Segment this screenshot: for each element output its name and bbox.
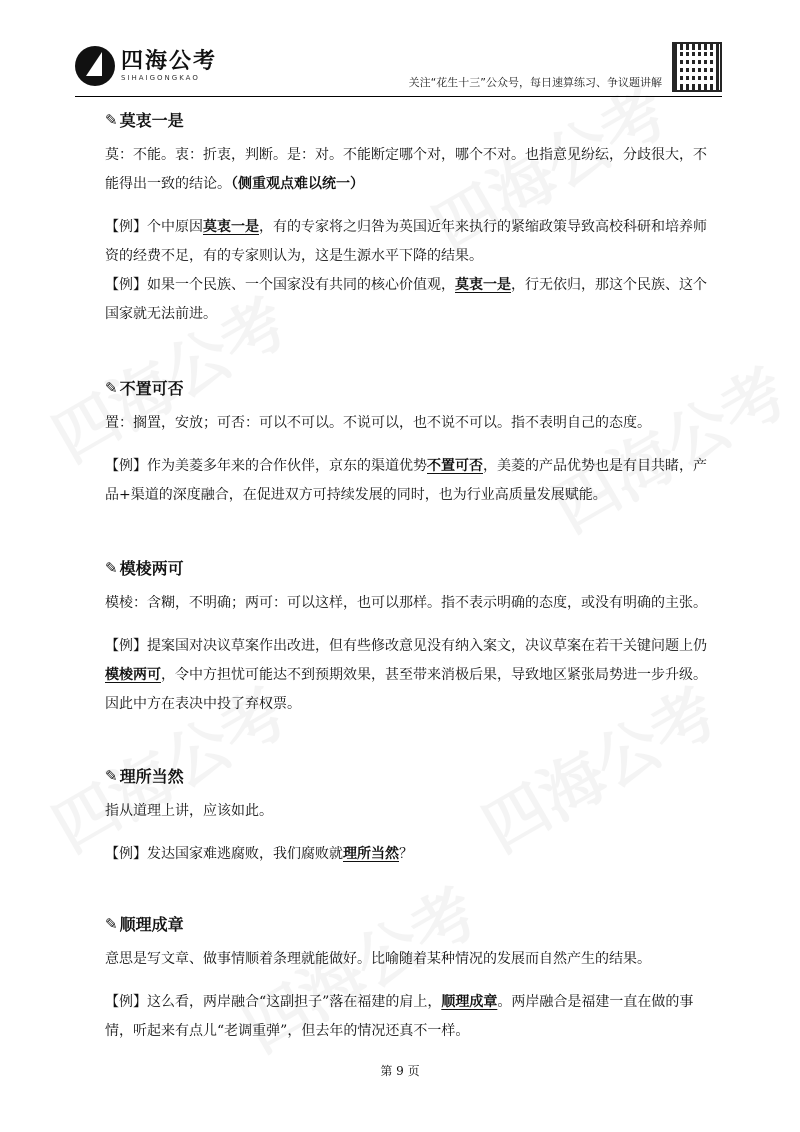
idiom-title: ✎ 理所当然	[105, 766, 184, 786]
pencil-icon: ✎	[105, 378, 118, 397]
logo-chinese: 四海公考	[121, 49, 218, 74]
pencil-icon: ✎	[105, 558, 118, 577]
pencil-icon: ✎	[105, 110, 118, 129]
page-number: 第 9 页	[380, 1064, 420, 1078]
pencil-icon: ✎	[105, 914, 118, 933]
idiom-section-shun-li-cheng-zhang	[105, 912, 708, 1046]
definition-note: （侧重观点难以统一）	[231, 176, 364, 192]
pencil-icon: ✎	[105, 766, 118, 785]
example-paragraph: 【例】个中原因莫衷一是，有的专家将之归咎为英国近年来执行的紧缩政策导致高校科研和培养师资的经费不足，有的专家则认为，这是生源水平下降的结果。	[105, 219, 707, 264]
example-paragraph: 【例】如果一个民族、一个国家没有共同的核心价值观，莫衷一是，行无依归，那这个民族、这个国家就无法前进。	[105, 277, 707, 322]
header-slogan: 关注“花生十三”公众号，每日速算练习、争议题讲解	[408, 76, 662, 89]
idiom-definition: 指从道理上讲，应该如此。	[105, 803, 273, 819]
brand-logo	[75, 46, 217, 86]
idiom-definition: 模棱：含糊，不明确；两可：可以这样，也可以那样。指不表示明确的态度，或没有明确的主张。	[105, 595, 707, 611]
idiom-section-mo-zhong-yi-shi	[105, 108, 708, 329]
idiom-definition: 置：搁置，安放；可否：可以不可以。不说可以，也不说不可以。指不表明自己的态度。	[105, 415, 651, 431]
qr-code-icon	[672, 42, 722, 92]
sail-logo-icon	[75, 46, 115, 86]
idiom-section-li-suo-dang-ran	[105, 764, 708, 869]
example-paragraph: 【例】发达国家难逃腐败，我们腐败就理所当然？	[105, 846, 413, 862]
idiom-definition: 意思是写文章、做事情顺着条理就能做好。比喻随着某种情况的发展而自然产生的结果。	[105, 951, 651, 967]
idiom-title: ✎ 莫衷一是	[105, 110, 184, 130]
idiom-title: ✎ 不置可否	[105, 378, 184, 398]
page-header	[75, 40, 722, 97]
idiom-section-mo-leng-liang-ke	[105, 556, 708, 719]
example-paragraph: 【例】提案国对决议草案作出改进，但有些修改意见没有纳入案文，决议草案在若干关键问题上仍模棱两可，令中方担忧可能达不到预期效果，甚至带来消极后果，导致地区紧张局势进一步升级。因此中方在表决中投了弃权票。	[105, 638, 707, 712]
idiom-title: ✎ 模棱两可	[105, 558, 184, 578]
idiom-title: ✎ 顺理成章	[105, 914, 184, 934]
idiom-section-bu-zhi-ke-fou	[105, 376, 708, 510]
example-paragraph: 【例】这么看，两岸融合“这副担子”落在福建的肩上，顺理成章。两岸融合是福建一直在做的事情，听起来有点儿“老调重弹”，但去年的情况还真不一样。	[105, 994, 694, 1039]
example-paragraph: 【例】作为美菱多年来的合作伙伴，京东的渠道优势不置可否，美菱的产品优势也是有目共睹，产品+渠道的深度融合，在促进双方可持续发展的同时，也为行业高质量发展赋能。	[105, 458, 707, 503]
logo-english: SIHAIGONGKAO	[121, 74, 200, 82]
idiom-definition: 莫：不能。衷：折衷，判断。是：对。不能断定哪个对，哪个不对。也指意见纷纭，分歧很大，不能得出一致的结论。（侧重观点难以统一）	[105, 147, 707, 192]
